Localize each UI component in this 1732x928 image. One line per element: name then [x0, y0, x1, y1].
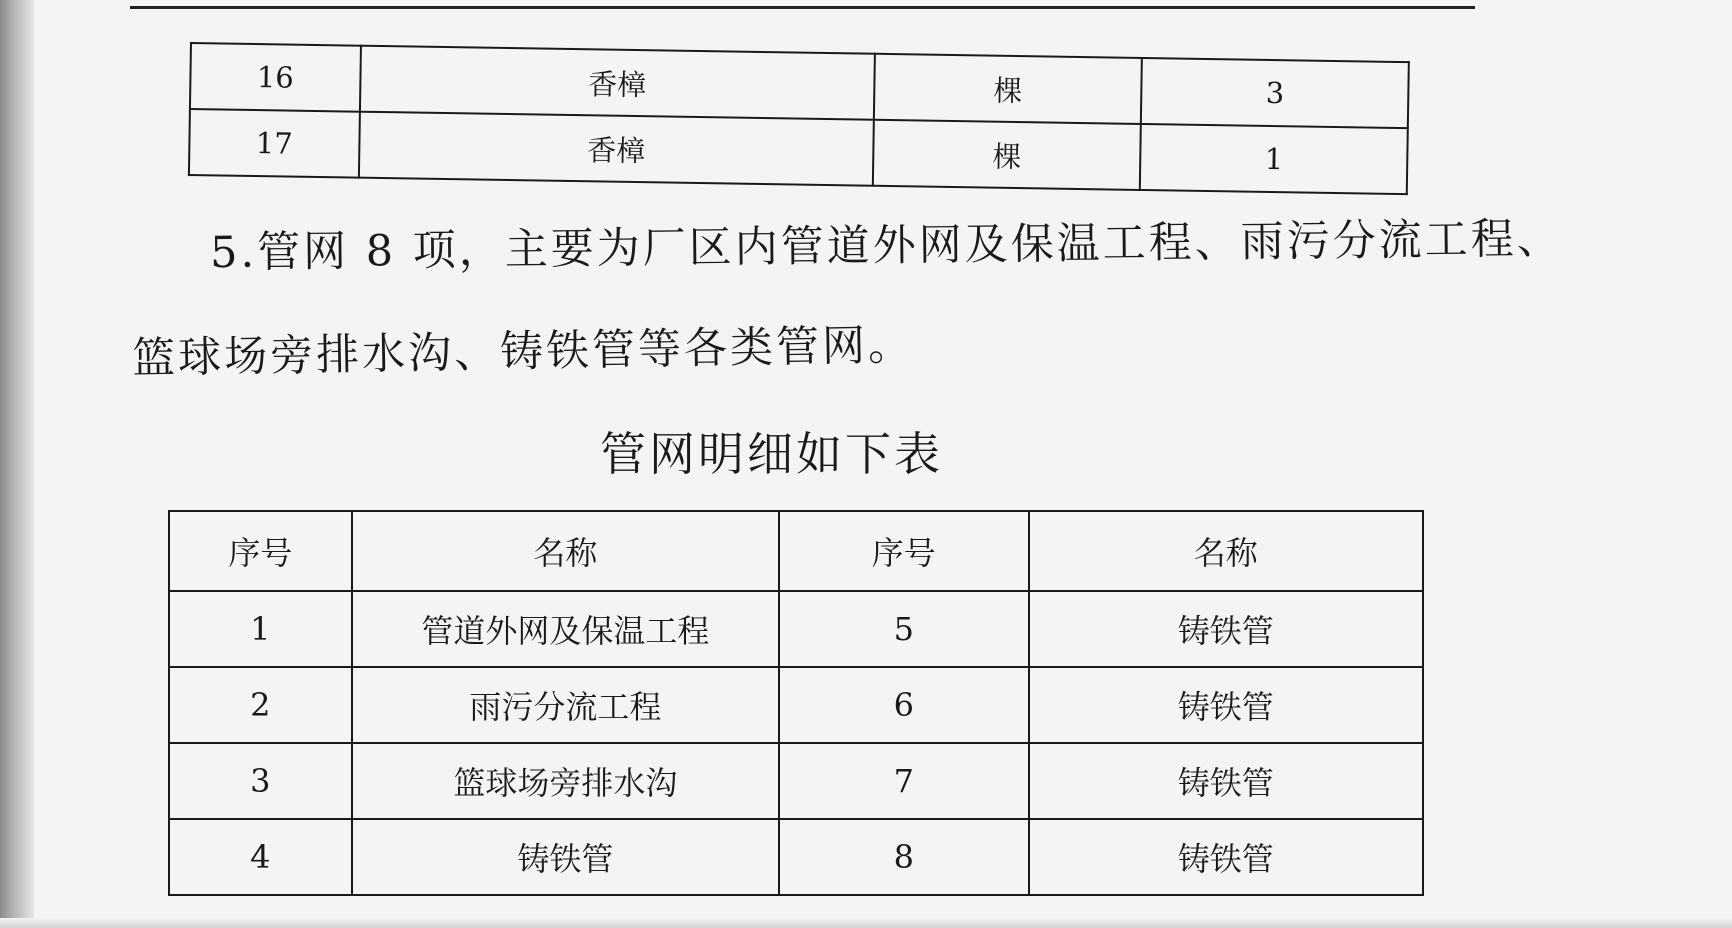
header-serial: 序号 — [169, 511, 352, 591]
serial-cell: 16 — [190, 43, 361, 112]
serial-cell-2: 7 — [779, 743, 1029, 819]
table-title: 管网明细如下表 — [600, 427, 943, 481]
page-bottom-shadow — [0, 918, 1732, 928]
serial-cell-2: 5 — [779, 591, 1029, 667]
tree-table — [188, 42, 1410, 195]
header-name: 名称 — [352, 511, 779, 591]
serial-cell-2: 6 — [779, 667, 1029, 743]
name-cell: 香樟 — [360, 46, 875, 120]
top-rule-line — [130, 0, 1475, 9]
name-cell: 雨污分流工程 — [352, 667, 779, 743]
name-cell-2: 铸铁管 — [1029, 743, 1423, 819]
quantity-cell: 1 — [1140, 124, 1408, 194]
table-row — [169, 667, 1423, 743]
serial-cell: 1 — [169, 591, 352, 667]
serial-cell: 2 — [169, 667, 352, 743]
name-cell: 篮球场旁排水沟 — [352, 743, 779, 819]
serial-cell: 17 — [189, 109, 360, 178]
page-binding-shadow — [0, 0, 34, 928]
header-serial-2: 序号 — [779, 511, 1029, 591]
unit-cell: 棵 — [874, 54, 1143, 124]
name-cell: 管道外网及保温工程 — [352, 591, 779, 667]
name-cell-2: 铸铁管 — [1029, 819, 1423, 895]
table-header-row — [169, 511, 1423, 591]
name-cell-2: 铸铁管 — [1029, 667, 1423, 743]
name-cell-2: 铸铁管 — [1029, 591, 1423, 667]
table-row — [169, 819, 1423, 895]
name-cell: 香樟 — [359, 112, 874, 186]
quantity-cell: 3 — [1141, 58, 1409, 128]
pipe-network-table — [168, 510, 1424, 896]
serial-cell: 4 — [169, 819, 352, 895]
serial-cell: 3 — [169, 743, 352, 819]
table-row — [169, 743, 1423, 819]
name-cell: 铸铁管 — [352, 819, 779, 895]
serial-cell-2: 8 — [779, 819, 1029, 895]
paragraph-line-1: 5.管网 8 项，主要为厂区内管道外网及保温工程、雨污分流工程、 — [209, 213, 1563, 279]
table-row — [169, 591, 1423, 667]
paragraph-line-2: 篮球场旁排水沟、铸铁管等各类管网。 — [131, 320, 915, 384]
header-name-2: 名称 — [1029, 511, 1423, 591]
unit-cell: 棵 — [873, 120, 1142, 190]
